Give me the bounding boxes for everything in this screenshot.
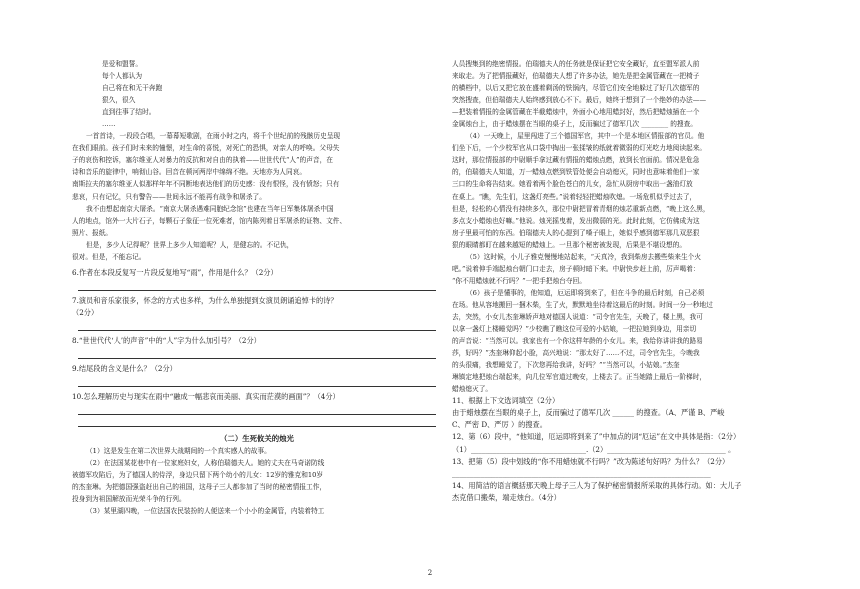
story-line: 但是，轻松的心情没有持续多久，那位中尉把冒着青烟的烛芯重新点燃，“晚上这么黑， <box>452 204 710 213</box>
story-line: 来取走。为了把情报藏好，伯瑞德夫人想了许多办法，她先是把金属管藏在一把椅子 <box>452 72 700 81</box>
poem-line: …… <box>102 120 116 129</box>
story-line: 的，伯瑞德夫人知道，万一蜡烛点燃到铁管处便会自动熄灭，同时也意味着他们一家 <box>452 168 700 177</box>
question-line: C、严密 D、严厉 ）的搜查。 <box>452 420 547 430</box>
poem-line: 自己将在和无干奔跑 <box>102 84 163 93</box>
answer-line <box>78 347 436 359</box>
question-item <box>72 295 442 331</box>
poem-line: 每个人都认为 <box>102 72 143 81</box>
question-item <box>72 391 442 427</box>
question-text: 9.结尾段的含义是什么？（2分） <box>72 363 177 373</box>
story-line: “你不用蜡烛就不行吗？”一把手把烛台夺回。 <box>452 276 586 285</box>
page-number: 2 <box>427 569 433 577</box>
question-line: 由于蜡烛摆在当眼的桌子上，反而骗过了德军几次 ______ 的搜查。（A、严谨 B、严峻 <box>452 408 725 418</box>
passage-line: 很对。但是，不能忘记。 <box>72 252 146 261</box>
passage-line: 我不由想起南京大屠杀。“南京大屠杀遇难同胞纪念馆”也建在当年日军集体屠杀中国 <box>86 204 334 213</box>
story-line: 狠的眼睛都盯在越来越短的蜡烛上。一旦那个秘密被发现，后果是不堪设想的。 <box>452 240 687 249</box>
story-line: （1）这是发生在第二次世界大战期间的一个真实感人的故事。 <box>86 447 271 456</box>
story-line: 琳镇定地把烛台端起来，向几位军官道过晚安，上楼去了。正当她踏上最后一阶梯时， <box>452 373 707 382</box>
story-line: 这时，那位情报部的中尉顺手拿过藏有情报的蜡烛点燃，放到长官面前。情况是危急 <box>452 156 700 165</box>
story-line: 被德军攻陷后，为了德国人的侍浮，身边只留下两个幼小的儿女：12岁的雅克和10岁 <box>72 471 324 480</box>
question-line: ________________________________________________________________________ <box>452 468 711 478</box>
story-line: 金属烛台上，由于蜡烛摆在当眼的桌子上，反而骗过了德军几次 ________ 的搜查。 <box>452 120 697 129</box>
question-text: 8.“世世代代‘人’的声音”中的“人”字为什么加引号？（2分） <box>72 335 261 345</box>
story-line: 的杰奎琳。为把德国强盗赶出自己的祖国，这母子三人都参加了当时的秘密情报工作， <box>72 483 327 492</box>
story-line: 人员搜集到的绝密情报。伯瑞德夫人的任务就是保证把它安全藏好，直至盟军派人前 <box>452 60 700 68</box>
question-line: 12、第（6）段中，“他知道，厄运即将到来了”中加点的词“厄运”在文中具体是指：（2分） <box>452 432 741 442</box>
story-line: （2）在法国某花巷中有一位家庭妇女，人称伯瑞德夫人。她的丈夫在马奇诺防线 <box>86 459 325 468</box>
story-line: —把装着情报的金属管藏在半截蜡烛中，外面小心地用蜡封好，然后把蜡烛插在一个 <box>452 108 700 117</box>
story-line: 蜡烛熄灭了。 <box>452 385 493 394</box>
story-line: 以拿一盏灯上楼睡觉吗？”少校瞧了瞧这位可爱的小姑娘，一把拉她到身边，用亲切 <box>452 325 697 334</box>
story-line: （4）一天晚上，屋里闯进了三个德国军官，其中一个是本地区情报部的官员。他 <box>466 132 705 141</box>
answer-line <box>78 279 436 291</box>
story-line: 在场。他从容地搬回一捆木柴，生了火，默默地坐待着这最后的时刻。时间一分一秒地过 <box>452 300 713 309</box>
passage-line: 人的地点，馆外一大片石子，每颗石子象征一位死难者，馆内陈列着日军屠杀的证物、文件、 <box>72 216 347 225</box>
story-line: 吧。”说着伸手端起烛台朝门口走去，房子顿时暗下来。中尉快步赶上前，厉声喝着： <box>452 264 700 273</box>
question-item <box>72 335 442 359</box>
story-continued <box>452 58 830 395</box>
question-text: 10.怎么理解历史与现实在雨中“融成一幅悲哀而美丽、真实而茫漠的画面”？（4分） <box>72 392 340 402</box>
question-subtext: （2分） <box>72 307 99 317</box>
passage-line: 一首首诗，一段段合唱，一幕幕短歌剧，在雨小时之内，将千个世纪前的残骸历史呈现 <box>86 132 341 141</box>
answer-line <box>78 415 436 427</box>
passage-line: 照片、报纸。 <box>72 228 113 237</box>
story-line: 的声音说：“当然可以。我家也有一个你这样年龄的小女儿。来，我给你讲讲我的路易 <box>452 337 703 346</box>
question-list-left <box>72 267 442 427</box>
left-column <box>72 58 442 517</box>
story-line: （6）孩子是懂事的，他知道，厄运即将到来了，但在斗争的最后时刻，自己必须 <box>466 288 705 297</box>
question-item <box>72 363 442 387</box>
section-title: （二）生死攸关的烛光 <box>220 434 294 444</box>
passage-line: 但是，多少人记得呢？世界上多少人知道呢？人，是健忘的。不记仇， <box>86 240 294 249</box>
question-line: （1）________________________________.（2）_________________________________ 。 <box>452 444 736 454</box>
story-line: 的横档中，以后又把它放在盛着剩汤的铁锅内，尽管它们安全地躲过了好几次德军的 <box>452 84 700 93</box>
question-list-right <box>452 395 830 503</box>
poem-line: 狠久，很久 <box>102 96 136 105</box>
question-line: 杰克借口搬柴，端走烛台。（4分） <box>452 492 561 502</box>
story-line: 们坐下后，一个少校军官从口袋中掏出一张揉皱的纸就着微弱的灯光吃力地阅读起来。 <box>452 144 707 153</box>
poem <box>72 58 442 130</box>
passage-line: 南斯拉夫的塞尔维亚人似那样年年不同断地表达他们的历史感：没有恨怪，没有愤怒；只有 <box>72 180 340 189</box>
story-line: （3）某里湖四晚，一位法国农民装扮的人便送来一个小小的金属管，内装着特工 <box>86 507 325 516</box>
poem-line: 直到往事了结时。 <box>102 108 156 117</box>
answer-line <box>78 403 436 415</box>
story-line: 房子里最可怕的东西。伯瑞德夫人的心提到了嗓子眼上，她似乎感到德军那几双恶狠 <box>452 228 700 237</box>
story-line: 去，突然，小女儿杰奎琳娇声地对德国人说道：“司令官先生，天晚了，楼上黑，我可 <box>452 312 703 321</box>
story-line: 多点支小蜡烛也好嘛。”他说。烛光摇曳着，发出微弱的光。此时此刻，它仿佛成为这 <box>452 216 700 225</box>
story-line: 投身到为祖国解放而光荣斗争的行列。 <box>72 495 186 504</box>
story-line: 突然搜查，但伯瑞德夫人始终感到放心不下。最后，她终于想到了一个绝妙的办法—— <box>452 96 707 105</box>
answer-line <box>78 375 436 387</box>
passage-text <box>72 130 442 263</box>
story-line: 的头很痛，我想睡觉了，下次您再给我讲，好吗？”“当然可以，小姑娘。”杰奎 <box>452 361 680 370</box>
question-text: 6.作者在本段反复写一片段反复地写“雨”，作用是什么？（2分） <box>72 267 278 277</box>
passage-line: 在我们眼前。孩子们时未来的憧憬，对生命的喜悦，对死亡的恐惧，对亲人的呼唤。父母失 <box>72 144 340 153</box>
passage-line: 诗和音乐的旋律中，响彻山谷。回音在顿河两岸中绵绵不绝。天地亦为人同哀。 <box>72 168 307 177</box>
story-text <box>72 445 442 517</box>
passage-line: 子的哀伤和控诉，塞尔维亚人对暴力的反抗和对自由的执着——世世代代“人”的声音，在 <box>72 156 333 165</box>
answer-line <box>78 319 436 331</box>
poem-line: 是爱和盟誓。 <box>102 60 143 68</box>
right-column <box>452 58 830 504</box>
question-line: 13、把第（5）段中划线的“你不用蜡烛就不行吗？”改为陈述句好吗？为什么？（2分） <box>452 456 730 466</box>
story-line: 莎，好吗？”杰奎琳仰起小脸，高兴地说：“那太好了……不过，司令官先生，今晚我 <box>452 349 700 358</box>
question-item <box>72 267 442 291</box>
question-line: 14、用简洁的语言概括那天晚上母子三人为了保护秘密情报所采取的具体行动。如：大儿子 <box>452 480 742 490</box>
story-line: 三口的生命将告结束。她看着两个脸色苍白的儿女，急忙从厨房中取出一盏油灯放 <box>452 180 693 189</box>
question-text: 7.演员和音乐家很多，怀念的方式也多样，为什么单独提到女演员朗诵追悼卡的诗？ <box>72 295 338 305</box>
story-line: 在桌上。“瞧，先生们，这盏灯亮些。”说着轻轻把蜡烛吹熄。一场危机似乎过去了， <box>452 192 697 201</box>
passage-line: 悲哀，只有记忆，只有警告——世间永远不能再有战争和屠杀了。 <box>72 192 266 201</box>
question-line: 11、根据上下文选词填空（2分） <box>452 396 560 406</box>
story-line: （5）这时候，小儿子雅克慢慢地站起来，“天真冷，我到柴房去搬些柴来生个火 <box>466 252 702 261</box>
